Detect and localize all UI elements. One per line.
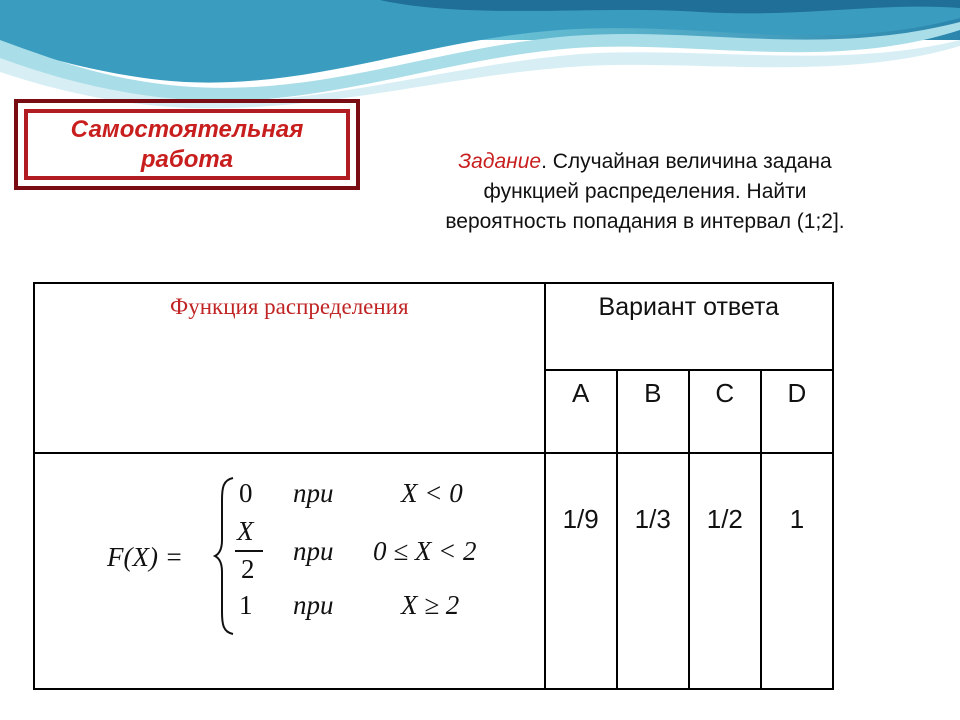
case1-value: 0 [239, 478, 253, 508]
task-text-1: . Случайная величина задана [541, 150, 832, 173]
answer-d: 1 [761, 453, 833, 689]
task-label: Задание [458, 150, 542, 173]
answer-c: 1/2 [689, 453, 761, 689]
function-header-cell [34, 283, 545, 453]
distribution-formula [35, 454, 545, 688]
title-box-inner [24, 109, 350, 180]
case2-denominator: 2 [241, 554, 255, 584]
wave-header-decoration [0, 0, 960, 110]
task-line-1 [380, 147, 910, 177]
case2-numerator: X [237, 516, 254, 546]
answer-a: 1/9 [545, 453, 617, 689]
task-description [380, 147, 910, 237]
case1-condition: X < 0 [401, 478, 463, 508]
case1-word: при [293, 478, 334, 508]
case3-value: 1 [239, 590, 253, 620]
answer-table [33, 282, 834, 690]
title-line-2: работа [140, 145, 234, 173]
task-line-3: вероятность попадания в интервал (1;2]. [445, 210, 845, 233]
fraction-bar [235, 550, 263, 552]
formula-cell [34, 453, 545, 689]
option-letter-a: A [545, 370, 617, 453]
case3-word: при [293, 590, 334, 620]
title-box [14, 99, 360, 190]
variant-header: Вариант ответа [545, 283, 833, 370]
answer-b: 1/3 [617, 453, 689, 689]
case3-condition: X ≥ 2 [401, 590, 460, 620]
function-header: Функция распределения [170, 294, 409, 319]
case2-condition: 0 ≤ X < 2 [373, 536, 477, 566]
formula-lhs: F(X) = [107, 542, 183, 572]
task-line-2: функцией распределения. Найти [483, 180, 807, 203]
option-letter-b: B [617, 370, 689, 453]
option-letter-d: D [761, 370, 833, 453]
title-line-1: Самостоятельная [70, 115, 304, 143]
answer-table-wrapper [33, 282, 834, 668]
left-brace-icon [213, 476, 237, 636]
option-letter-c: C [689, 370, 761, 453]
case2-word: при [293, 536, 334, 566]
